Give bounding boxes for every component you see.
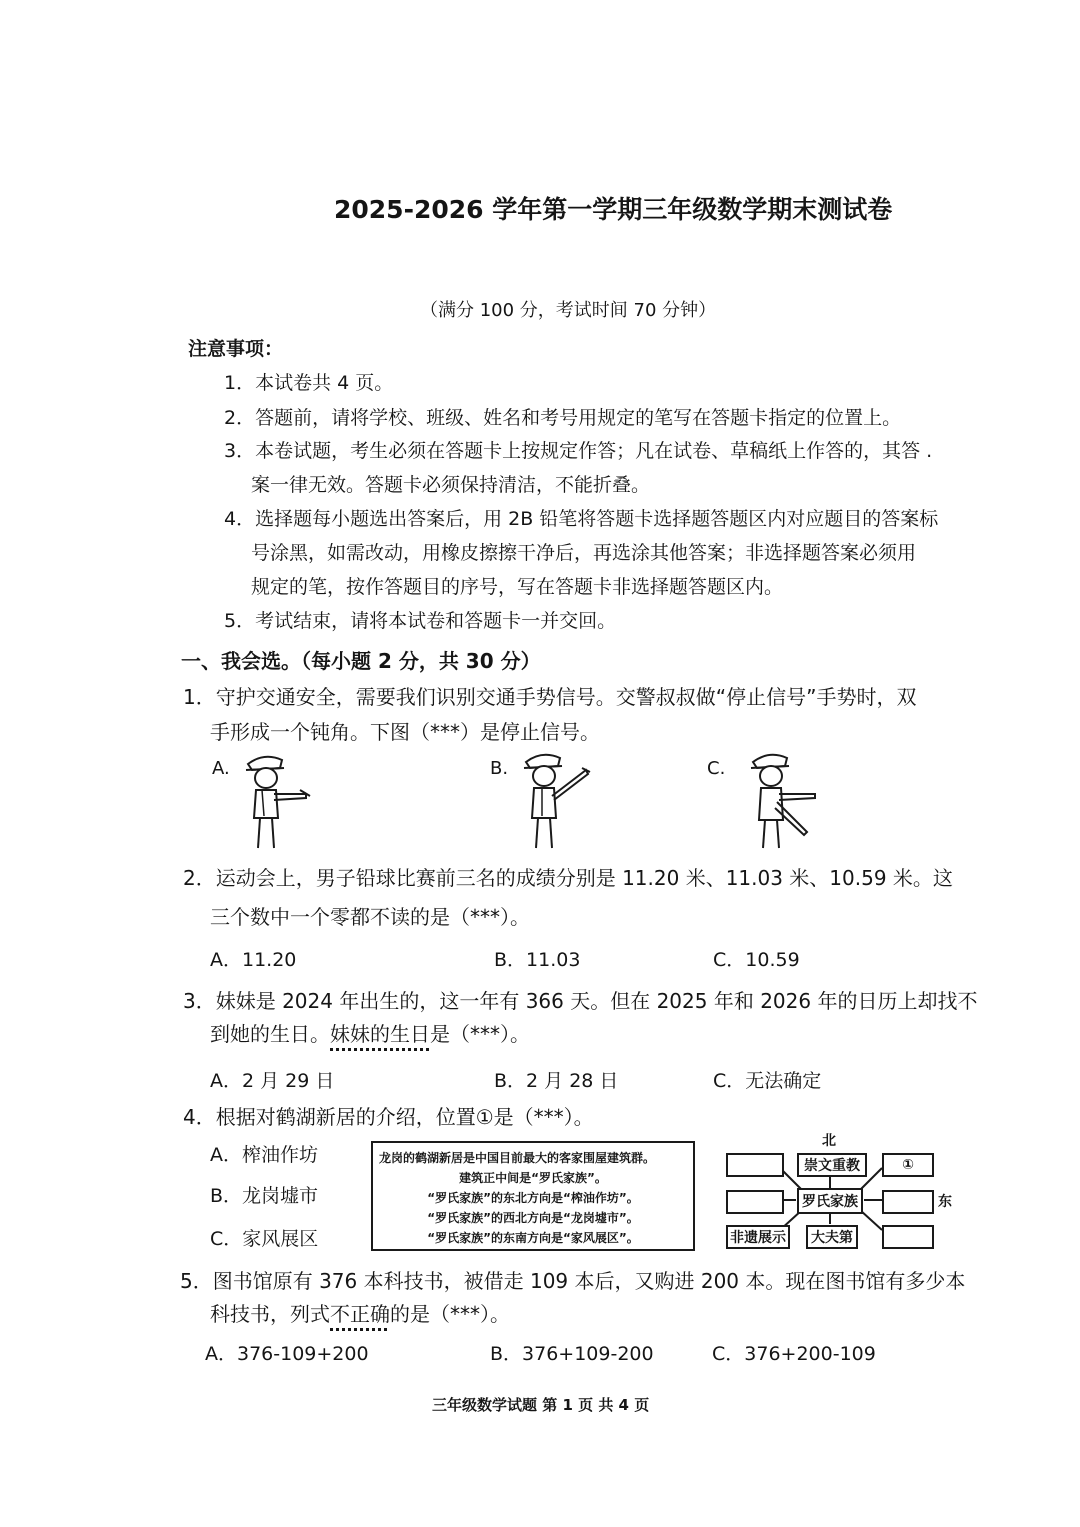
map-box-center: 罗氏家族 [797, 1188, 863, 1214]
notice-line: 3．本卷试题，考生必须在答题卡上按规定作答；凡在试卷、草稿纸上作答的，其答 . [224, 440, 933, 462]
question-3-text: 是（***）。 [430, 1022, 530, 1046]
emphasis-text [330, 1022, 430, 1046]
map-box-north: 崇文重教 [797, 1153, 867, 1177]
traffic-police-figure-a [240, 750, 320, 850]
map-box-west [726, 1190, 784, 1214]
map-box-southwest: 非遗展示 [726, 1225, 790, 1249]
option-a: A．376-109+200 [205, 1343, 369, 1365]
map-box-southeast [882, 1225, 934, 1249]
question-3-line [210, 1024, 530, 1044]
question-1-line: 手形成一个钝角。下图（***）是停止信号。 [210, 720, 600, 744]
map-box-south: 大夫第 [806, 1225, 858, 1249]
option-b: B．2 月 28 日 [494, 1070, 619, 1092]
option-c: C．无法确定 [713, 1070, 822, 1092]
option-a: A．11.20 [210, 949, 297, 971]
emphasis-dotted: 不正确 [330, 1302, 390, 1326]
notice-heading: 注意事项： [188, 338, 284, 360]
option-c: C．家风展区 [210, 1228, 319, 1250]
traffic-police-figure-b [518, 748, 598, 850]
east-label: 东 [938, 1194, 952, 1210]
notice-line: 4．选择题每小题选出答案后，用 2B 铅笔将答题卡选择题答题区内对应题目的答案标 [224, 508, 939, 530]
question-2-line: 三个数中一个零都不读的是（***）。 [210, 905, 530, 929]
intro-line: “罗氏家族”的东北方向是“榨油作坊”。 [427, 1191, 639, 1205]
notice-line: 号涂黑，如需改动，用橡皮擦擦干净后，再选涂其他答案；非选择题答案必须用 [251, 542, 917, 564]
question-1-line: 1．守护交通安全，需要我们识别交通手势信号。交警叔叔做“停止信号”手势时，双 [183, 685, 917, 709]
page-subtitle: （满分 100 分，考试时间 70 分钟） [420, 300, 717, 321]
notice-line: 案一律无效。答题卡必须保持清洁，不能折叠。 [251, 474, 651, 496]
intro-line: “罗氏家族”的西北方向是“龙岗墟市”。 [427, 1211, 639, 1225]
notice-line: 规定的笔，按作答题目的序号，写在答题卡非选择题答题区内。 [251, 576, 784, 598]
north-label: 北 [822, 1133, 836, 1149]
intro-line: 龙岗的鹤湖新居是中国目前最大的客家围屋建筑群。 [379, 1151, 656, 1165]
question-2-line: 2．运动会上，男子铅球比赛前三名的成绩分别是 11.20 米、11.03 米、10.59 米。这 [183, 866, 953, 890]
option-b: B．龙岗墟市 [210, 1185, 319, 1207]
option-b-label: B. [490, 758, 509, 779]
notice-line: 5．考试结束，请将本试卷和答题卡一并交回。 [224, 610, 617, 632]
traffic-police-figure-c [745, 748, 830, 850]
question-5-text: 科技书，列式 [210, 1302, 330, 1326]
question-5-line [210, 1304, 510, 1324]
page-footer: 三年级数学试题 第 1 页 共 4 页 [432, 1396, 650, 1414]
map-box-northwest [726, 1153, 784, 1177]
emphasis-dotted: 妹妹的生日 [330, 1022, 430, 1046]
option-c-label: C. [707, 758, 726, 779]
notice-line: 1．本试卷共 4 页。 [224, 372, 394, 394]
notice-line: 2．答题前，请将学校、班级、姓名和考号用规定的笔写在答题卡指定的位置上。 [224, 407, 902, 429]
intro-line: “罗氏家族”的东南方向是“家风展区”。 [427, 1231, 639, 1245]
option-a: A．榨油作坊 [210, 1144, 318, 1166]
option-a-label: A. [212, 758, 230, 779]
map-box-northeast: ① [882, 1153, 934, 1177]
question-3-line: 3．妹妹是 2024 年出生的，这一年有 366 天。但在 2025 年和 2026 年的日历上却找不 [183, 989, 978, 1013]
option-c: C．10.59 [713, 949, 800, 971]
intro-line: 建筑正中间是“罗氏家族”。 [459, 1171, 607, 1185]
section-heading: 一、我会选。（每小题 2 分，共 30 分） [181, 649, 541, 673]
map-box-east [882, 1190, 934, 1214]
option-b: B．376+109-200 [490, 1343, 654, 1365]
option-b: B．11.03 [494, 949, 581, 971]
question-3-text: 到她的生日。 [210, 1022, 330, 1046]
option-a: A．2 月 29 日 [210, 1070, 335, 1092]
option-c: C．376+200-109 [712, 1343, 876, 1365]
heyhu-intro-box [371, 1141, 695, 1251]
page-title: 2025-2026 学年第一学期三年级数学期末测试卷 [334, 195, 893, 224]
question-5-text: 的是（***）。 [390, 1302, 510, 1326]
question-4-line: 4．根据对鹤湖新居的介绍，位置①是（***）。 [183, 1105, 594, 1129]
question-5-line: 5．图书馆原有 376 本科技书，被借走 109 本后，又购进 200 本。现在图书馆有多少本 [180, 1269, 966, 1293]
